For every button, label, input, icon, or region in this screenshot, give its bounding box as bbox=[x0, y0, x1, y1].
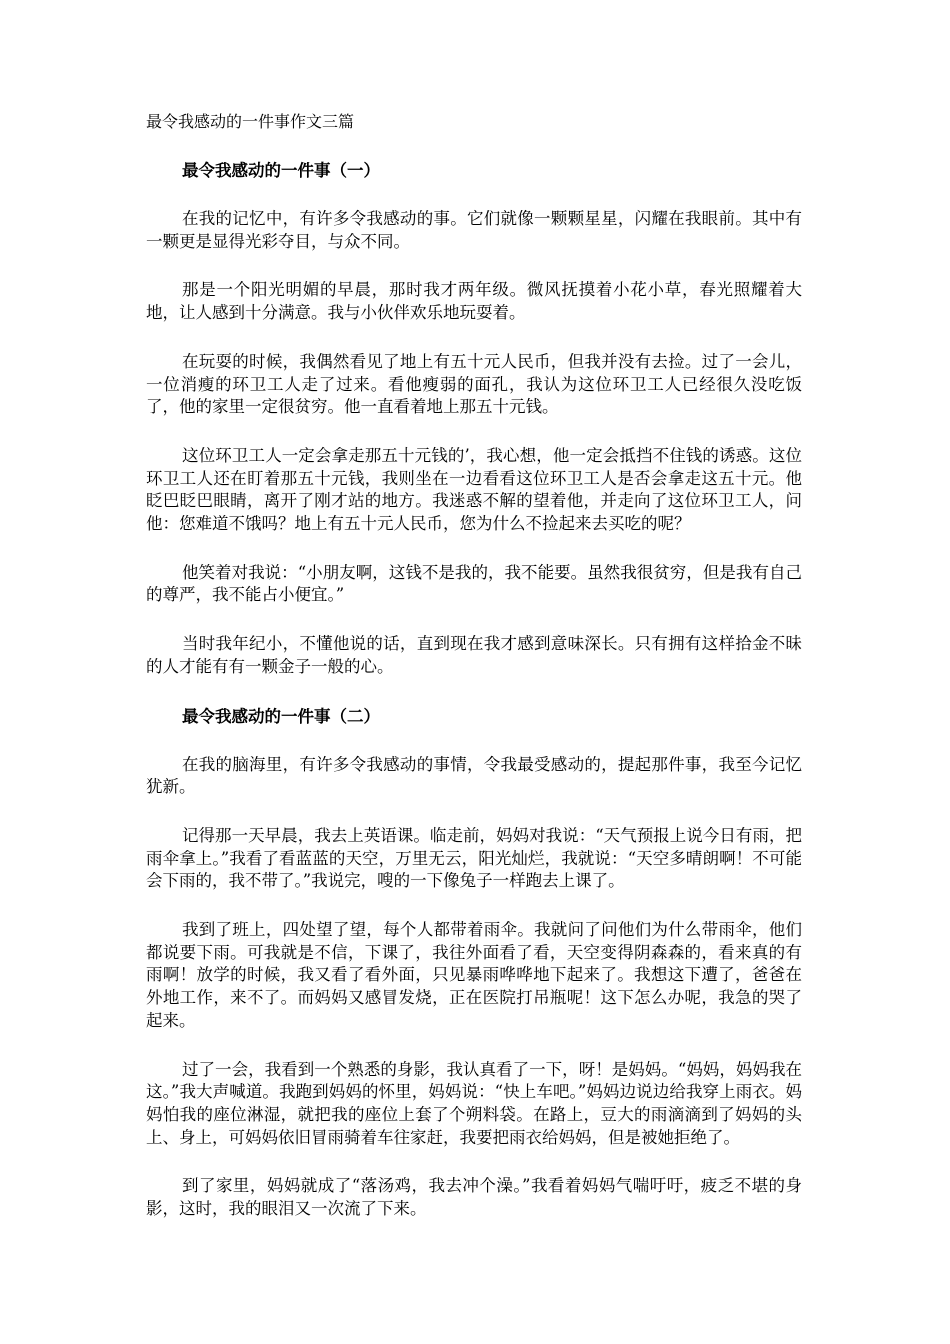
document-title: 最令我感动的一件事作文三篇 bbox=[146, 112, 355, 131]
paragraph: 他笑着对我说：“小朋友啊，这钱不是我的，我不能要。虽然我很贫穷，但是我有自己的尊严，我不能占小便宜。” bbox=[146, 562, 802, 605]
paragraph: 过了一会，我看到一个熟悉的身影，我认真看了一下，呀！是妈妈。“妈妈，妈妈我在这。”我大声喊道。我跑到妈妈的怀里，妈妈说：“快上车吧。”妈妈边说边给我穿上雨衣。妈妈怕我的座位淋湿，就把我的座位上套了个朔料袋。在路上，豆大的雨滴滴到了妈妈的头上、身上，可妈妈依旧冒雨骑着车往家赶，我要把雨衣给妈妈，但是被她拒绝了。 bbox=[146, 1059, 802, 1147]
paragraph: 我到了班上，四处望了望，每个人都带着雨伞。我就问了问他们为什么带雨伞，他们都说要下雨。可我就是不信，下课了，我往外面看了看，天空变得阴森森的，看来真的有雨啊！放学的时候，我又看了看外面，只见暴雨哗哗地下起来了。我想这下遭了，爸爸在外地工作，来不了。而妈妈又感冒发烧，正在医院打吊瓶呢！这下怎么办呢，我急的哭了起来。 bbox=[146, 920, 802, 1030]
section-heading: 最令我感动的一件事（一） bbox=[182, 161, 380, 180]
paragraph: 那是一个阳光明媚的早晨，那时我才两年级。微风抚摸着小花小草，春光照耀着大地，让人感到十分满意。我与小伙伴欢乐地玩耍着。 bbox=[146, 280, 802, 323]
paragraph: 在玩耍的时候，我偶然看见了地上有五十元人民币，但我并没有去捡。过了一会儿，一位消瘦的环卫工人走了过来。看他瘦弱的面孔，我认为这位环卫工人已经很久没吃饭了，他的家里一定很贫穷。他一直看着地上那五十元钱。 bbox=[146, 351, 802, 417]
paragraph: 这位环卫工人一定会拿走那五十元钱的’，我心想，他一定会抵挡不住钱的诱惑。这位环卫工人还在盯着那五十元钱，我则坐在一边看看这位环卫工人是否会拿走这五十元。他眨巴眨巴眼睛，离开了刚才站的地方。我迷惑不解的望着他，并走向了这位环卫工人，问他：您难道不饿吗？地上有五十元人民币，您为什么不捡起来去买吃的呢？ bbox=[146, 445, 802, 534]
section-heading: 最令我感动的一件事（二） bbox=[182, 706, 380, 726]
section-2 bbox=[146, 705, 802, 1221]
paragraph: 在我的记忆中，有许多令我感动的事。它们就像一颗颗星星，闪耀在我眼前。其中有一颗更是显得光彩夺目，与众不同。 bbox=[146, 209, 802, 251]
document-page bbox=[146, 110, 802, 1221]
section-1 bbox=[146, 159, 802, 679]
paragraph: 到了家里，妈妈就成了“落汤鸡，我去冲个澡。”我看着妈妈气喘吁吁，疲乏不堪的身影，这时，我的眼泪又一次流了下来。 bbox=[146, 1176, 802, 1219]
paragraph: 记得那一天早晨，我去上英语课。临走前，妈妈对我说：“天气预报上说今日有雨，把雨伞拿上。”我看了看蓝蓝的天空，万里无云，阳光灿烂，我就说：“天空多晴朗啊！不可能会下雨的，我不带了。”我说完，嗖的一下像兔子一样跑去上课了。 bbox=[146, 825, 802, 891]
paragraph: 当时我年纪小，不懂他说的话，直到现在我才感到意味深长。只有拥有这样拾金不昧的人才能有有一颗金子一般的心。 bbox=[146, 634, 802, 676]
paragraph: 在我的脑海里，有许多令我感动的事情，令我最受感动的，提起那件事，我至今记忆犹新。 bbox=[146, 754, 802, 797]
